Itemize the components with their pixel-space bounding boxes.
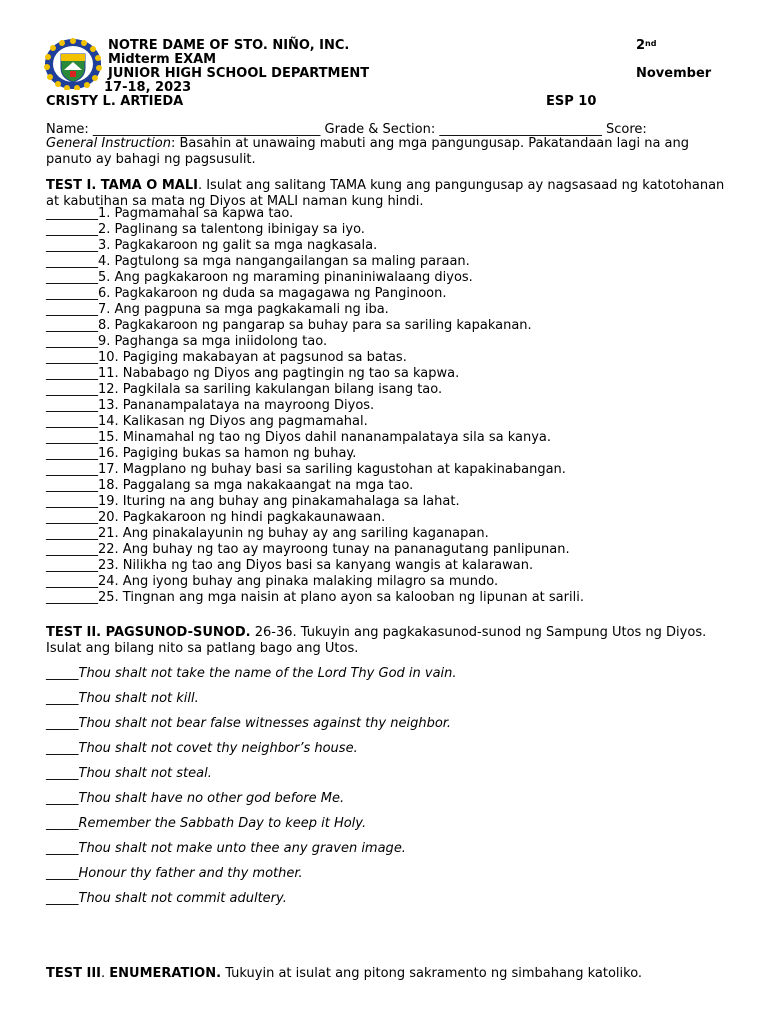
test1-item[interactable]: ________14. Kalikasan ng Diyos ang pagmamahal. [46, 414, 368, 429]
test3-subtitle: ENUMERATION. [109, 966, 222, 981]
test1-item[interactable]: ________3. Pagkakaroon ng galit sa mga nagkasala. [46, 238, 378, 253]
answer-blank[interactable]: _____ [46, 841, 79, 856]
test1-item[interactable]: ________15. Minamahal ng tao ng Diyos dahil nananampalataya sila sa kanya. [46, 430, 552, 445]
school-name: NOTRE DAME OF STO. NIÑO, INC. [108, 38, 350, 53]
test2-item[interactable] [46, 765, 457, 790]
commandment-text: Remember the Sabbath Day to keep it Holy. [78, 816, 367, 831]
answer-blank[interactable]: _____ [46, 866, 79, 881]
test1-item[interactable]: ________13. Pananampalataya na mayroong Diyos. [46, 398, 375, 413]
instruction-text: : Basahin at unawaing mabuti ang mga pangungusap. Pakatandaan lagi na ang panuto ay bahagi ng pagsusulit. [46, 136, 690, 167]
test1-item[interactable]: ________25. Tingnan ang mga naisin at plano ayon sa kalooban ng lipunan at sarili. [46, 590, 584, 605]
name-label: Name: [46, 122, 89, 137]
answer-blank[interactable]: _____ [46, 816, 79, 831]
grade-section-blank[interactable]: _________________________ [439, 122, 602, 137]
quarter-label: 2nd [636, 38, 657, 53]
commandment-text: Honour thy father and thy mother. [78, 866, 303, 881]
score-label: Score: [606, 122, 647, 137]
commandment-text: Thou shalt not steal. [78, 766, 212, 781]
subject-code: ESP 10 [546, 94, 597, 109]
test2-item[interactable] [46, 840, 457, 865]
name-blank[interactable]: ___________________________________ [92, 122, 321, 137]
test1-item[interactable]: ________16. Pagiging bukas sa hamon ng buhay. [46, 446, 357, 461]
test1-item[interactable]: ________1. Pagmamahal sa kapwa tao. [46, 206, 294, 221]
exam-month: November [636, 66, 712, 81]
test2-item-list [46, 665, 457, 915]
commandment-text: Thou shalt not commit adultery. [78, 891, 287, 906]
test2-text: 26-36. Tukuyin ang pagkakasunod-sunod ng Sampung Utos ng Diyos. Isulat ang bilang nito sa patlang bago ang Utos. [46, 625, 707, 656]
test1-item[interactable]: ________19. Ituring na ang buhay ang pinakamahalaga sa lahat. [46, 494, 460, 509]
test1-item[interactable]: ________17. Magplano ng buhay basi sa sariling kagustohan at kapakinabangan. [46, 462, 566, 477]
answer-blank[interactable]: _____ [46, 766, 79, 781]
test2-item[interactable] [46, 690, 457, 715]
teacher-name: CRISTY L. ARTIEDA [46, 94, 184, 109]
department-name: JUNIOR HIGH SCHOOL DEPARTMENT [108, 66, 370, 81]
test1-item[interactable]: ________18. Paggalang sa mga nakakaangat na mga tao. [46, 478, 414, 493]
commandment-text: Thou shalt not bear false witnesses against thy neighbor. [78, 716, 452, 731]
answer-blank[interactable]: _____ [46, 891, 79, 906]
commandment-text: Thou shalt not make unto thee any graven image. [78, 841, 406, 856]
test1-item-list [46, 206, 584, 606]
test1-item[interactable]: ________5. Ang pagkakaroon ng maraming pinaniniwalaang diyos. [46, 270, 473, 285]
answer-blank[interactable]: _____ [46, 691, 79, 706]
test1-item[interactable]: ________4. Pagtulong sa mga nangangailangan sa maling paraan. [46, 254, 470, 269]
test1-item[interactable]: ________7. Ang pagpuna sa mga pagkakamali ng iba. [46, 302, 389, 317]
answer-blank[interactable]: _____ [46, 716, 79, 731]
answer-blank[interactable]: _____ [46, 791, 79, 806]
test2-title: TEST II. PAGSUNOD-SUNOD. [46, 625, 251, 640]
test2-item[interactable] [46, 715, 457, 740]
test1-item[interactable]: ________10. Pagiging makabayan at pagsunod sa batas. [46, 350, 407, 365]
grade-section-label: Grade & Section: [324, 122, 436, 137]
test1-item[interactable]: ________11. Nababago ng Diyos ang pagtingin ng tao sa kapwa. [46, 366, 460, 381]
answer-blank[interactable]: _____ [46, 666, 79, 681]
test1-text: . Isulat ang salitang TAMA kung ang pangungusap ay nagsasaad ng katotohanan at kabutihan sa mata ng Diyos at MALI naman kung hindi. [46, 178, 725, 209]
test1-item[interactable]: ________20. Pagkakaroon ng hindi pagkakaunawaan. [46, 510, 386, 525]
school-seal-logo [44, 38, 102, 90]
test1-item[interactable]: ________8. Pagkakaroon ng pangarap sa buhay para sa sariling kapakanan. [46, 318, 532, 333]
exam-title: Midterm EXAM [108, 52, 217, 67]
test3-text: Tukuyin at isulat ang pitong sakramento ng simbahang katoliko. [221, 966, 643, 981]
answer-blank[interactable]: _____ [46, 741, 79, 756]
test1-item[interactable]: ________24. Ang iyong buhay ang pinaka malaking milagro sa mundo. [46, 574, 499, 589]
test2-item[interactable] [46, 740, 457, 765]
commandment-text: Thou shalt not take the name of the Lord Thy God in vain. [78, 666, 457, 681]
test1-item[interactable]: ________22. Ang buhay ng tao ay mayroong tunay na pananagutang panlipunan. [46, 542, 570, 557]
test1-item[interactable]: ________21. Ang pinakalayunin ng buhay ay ang sariling kaganapan. [46, 526, 489, 541]
test3-title: TEST III [46, 966, 102, 981]
test1-item[interactable]: ________2. Paglinang sa talentong ibinigay sa iyo. [46, 222, 365, 237]
test2-instructions [46, 625, 726, 657]
test1-item[interactable]: ________12. Pagkilala sa sariling kakulangan bilang isang tao. [46, 382, 443, 397]
test2-item[interactable] [46, 665, 457, 690]
test2-item[interactable] [46, 815, 457, 840]
instruction-label: General Instruction [46, 136, 171, 151]
test3-instructions: TEST III. ENUMERATION. Tukuyin at isulat ang pitong sakramento ng simbahang katoliko. [46, 966, 643, 981]
test1-item[interactable]: ________6. Pagkakaroon ng duda sa magagawa ng Panginoon. [46, 286, 447, 301]
general-instruction [46, 136, 726, 168]
test2-item[interactable] [46, 865, 457, 890]
test2-item[interactable] [46, 790, 457, 815]
commandment-text: Thou shalt not kill. [78, 691, 199, 706]
test1-item[interactable]: ________23. Nilikha ng tao ang Diyos basi sa kanyang wangis at kalarawan. [46, 558, 534, 573]
commandment-text: Thou shalt not covet thy neighbor’s house. [78, 741, 358, 756]
commandment-text: Thou shalt have no other god before Me. [78, 791, 345, 806]
test1-title: TEST I. TAMA O MALI [46, 178, 198, 193]
exam-dates: 17-18, 2023 [104, 80, 192, 95]
test2-item[interactable] [46, 890, 457, 915]
test1-item[interactable]: ________9. Paghanga sa mga iniidolong tao. [46, 334, 328, 349]
